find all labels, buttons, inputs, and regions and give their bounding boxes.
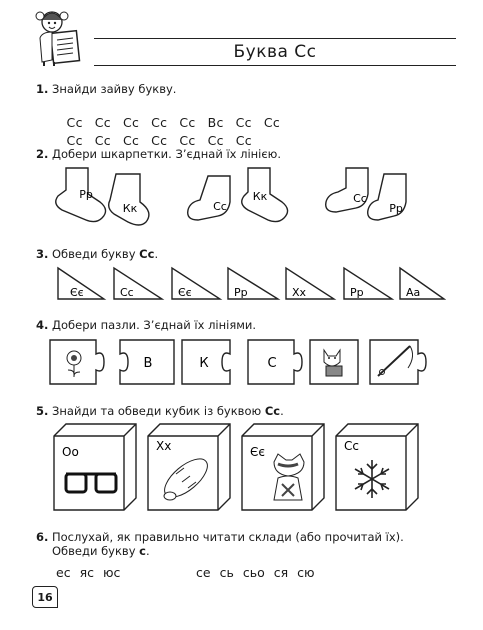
puzzle-piece-letter[interactable]	[248, 340, 302, 384]
letter-item[interactable]: Сс	[235, 115, 252, 130]
sock-item[interactable]	[368, 174, 406, 220]
cube-letter: Сс	[344, 439, 359, 453]
puzzle-row	[48, 336, 438, 386]
triangle-label: Сс	[120, 286, 134, 299]
task-3-number: 3.	[36, 247, 49, 261]
triangles-row	[56, 266, 446, 302]
triangle-item[interactable]	[400, 268, 444, 299]
task-1-number: 1.	[36, 82, 49, 96]
letter-item[interactable]: Сс	[263, 115, 281, 130]
sock-label: Кк	[122, 202, 138, 215]
letter-item[interactable]: Сс	[94, 133, 111, 148]
triangle-item[interactable]	[172, 268, 220, 299]
sock-item[interactable]	[188, 176, 230, 220]
sock-label: Сс	[213, 200, 227, 213]
letter-item[interactable]: Сс	[151, 115, 168, 130]
puzzle-piece-letter[interactable]	[120, 340, 174, 384]
triangle-label: Єє	[178, 286, 192, 299]
task-4-number: 4.	[36, 318, 49, 332]
sock-item[interactable]	[56, 168, 106, 222]
letter-item[interactable]: Сс	[66, 115, 83, 130]
letter-item[interactable]: Сс	[66, 133, 83, 148]
task-1	[36, 82, 456, 96]
letter-item[interactable]: Сс	[122, 115, 140, 130]
triangle-label: Рр	[234, 286, 248, 299]
sock-item[interactable]	[109, 174, 149, 225]
letter-item[interactable]: Сс	[179, 115, 196, 130]
letter-item[interactable]: Сс	[94, 115, 111, 130]
letter-item[interactable]: Сс	[151, 133, 168, 148]
mascot-girl-reading-icon	[30, 8, 92, 66]
letter-item[interactable]: Сс	[235, 133, 252, 148]
letters-row-2	[58, 118, 264, 148]
task-6-number: 6.	[36, 530, 49, 544]
cube-bread[interactable]	[148, 424, 230, 510]
syllable-item[interactable]: ес	[56, 565, 71, 580]
task-6	[36, 530, 456, 558]
sock-label: Рр	[389, 202, 403, 215]
syllable-item[interactable]: юс	[102, 565, 121, 580]
task-5-text: Знайди та обведи кубик із буквою	[52, 404, 265, 418]
cube-letter: Єє	[250, 445, 265, 459]
puzzle-letter: К	[199, 356, 209, 371]
letter-item[interactable]: Вс	[207, 115, 224, 130]
letter-item[interactable]: Сс	[207, 133, 224, 148]
task-3-bold: Сс	[139, 247, 155, 261]
puzzle-piece-fishing-rod[interactable]	[370, 340, 426, 384]
syllable-item[interactable]: ся	[273, 565, 289, 580]
cube-letter: Оо	[62, 445, 79, 459]
puzzle-piece-letter[interactable]	[182, 340, 230, 384]
task-5-number: 5.	[36, 404, 49, 418]
syllable-item[interactable]: се	[196, 565, 211, 580]
task-4-text: Добери пазли. З’єднай їх лініями.	[52, 318, 257, 332]
task-1-text: Знайди зайву букву.	[52, 82, 177, 96]
triangle-label: Аа	[406, 286, 421, 299]
syllables-right	[196, 565, 324, 580]
syllable-item[interactable]: сь	[219, 565, 234, 580]
task-4	[36, 318, 456, 332]
task-2-text: Добери шкарпетки. З’єднай їх лінією.	[52, 147, 282, 161]
triangle-item[interactable]	[114, 268, 162, 299]
cube-letter: Хх	[156, 439, 172, 453]
page-title-bar	[94, 38, 456, 66]
letter-item[interactable]: Сс	[179, 133, 196, 148]
task-5-tail: .	[280, 404, 284, 418]
sock-label: Рр	[79, 188, 93, 201]
letter-item[interactable]: Сс	[122, 133, 140, 148]
puzzle-piece-flower[interactable]	[50, 340, 104, 384]
triangle-label: Рр	[350, 286, 364, 299]
task-5-bold: Сс	[264, 404, 281, 418]
task-3-tail: .	[154, 247, 159, 261]
sock-label: Сс	[353, 192, 367, 205]
puzzle-letter: В	[143, 356, 153, 371]
triangle-item[interactable]	[228, 268, 278, 299]
task-6-tail: .	[146, 544, 150, 558]
triangle-item[interactable]	[344, 268, 392, 299]
syllables-left	[56, 565, 129, 580]
syllable-item[interactable]: сю	[297, 565, 315, 580]
puzzle-letter: С	[267, 356, 277, 371]
task-6-line2: Обведи букву	[52, 544, 140, 558]
sock-item[interactable]	[242, 168, 288, 222]
page-number: 16	[32, 586, 58, 608]
cube-glasses[interactable]	[54, 424, 136, 510]
task-3	[36, 247, 456, 261]
triangle-label: Єє	[70, 286, 84, 299]
syllable-item[interactable]: сьо	[242, 565, 265, 580]
triangle-item[interactable]	[286, 268, 334, 299]
task-6-bold: с	[139, 544, 146, 558]
triangle-item[interactable]	[58, 268, 104, 299]
page-title: Буква Сс	[233, 42, 317, 62]
cube-snowflake[interactable]	[336, 424, 418, 510]
task-5	[36, 404, 456, 418]
syllable-item[interactable]: яс	[79, 565, 94, 580]
task-2	[36, 147, 456, 161]
sock-label: Кк	[252, 190, 268, 203]
cubes-row	[52, 422, 442, 514]
cube-raccoon[interactable]	[242, 424, 324, 510]
socks-area	[46, 164, 446, 234]
sock-item[interactable]	[326, 168, 368, 212]
triangle-label: Хх	[292, 286, 307, 299]
puzzle-piece-cat[interactable]	[310, 340, 358, 384]
task-2-number: 2.	[36, 147, 49, 161]
task-3-text: Обведи букву	[52, 247, 140, 261]
task-6-text: Послухай, як правильно читати склади (або прочитай їх).	[52, 530, 404, 544]
